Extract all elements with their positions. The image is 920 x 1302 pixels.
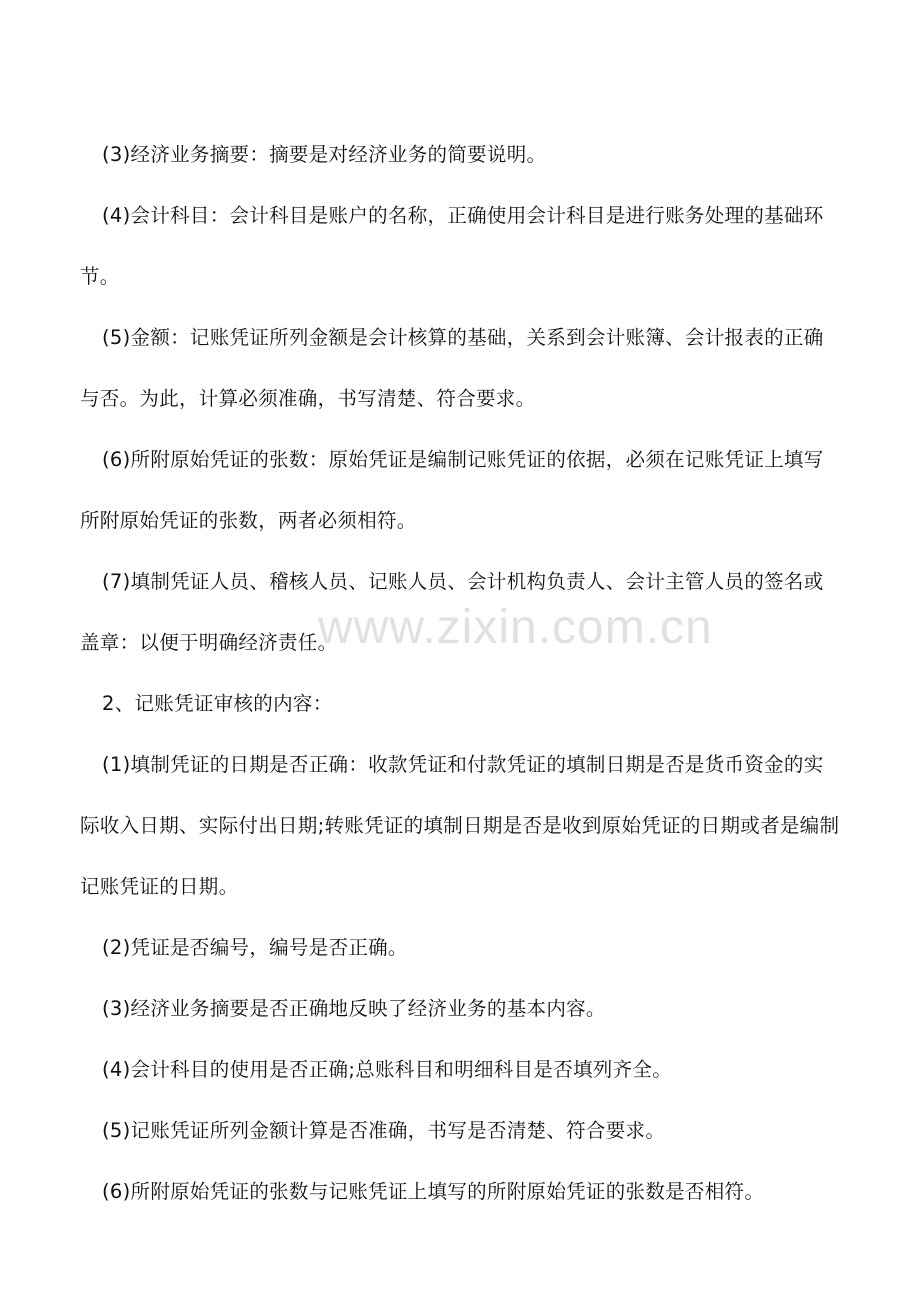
section-heading-review: 2、记账凭证审核的内容： xyxy=(102,692,333,715)
review-item-3-summary: (3)经济业务摘要是否正确地反映了经济业务的基本内容。 xyxy=(102,997,606,1020)
paragraph-3-summary: (3)经济业务摘要：摘要是对经济业务的简要说明。 xyxy=(102,143,547,166)
review-item-6-attachments: (6)所附原始凭证的张数与记账凭证上填写的所附原始凭证的张数是否相符。 xyxy=(102,1180,765,1203)
paragraph-7-signatures: (7)填制凭证人员、稽核人员、记账人员、会计机构负责人、会计主管人员的签名或盖章：以便于明确经济责任。 xyxy=(80,570,824,654)
review-item-1-date: (1)填制凭证的日期是否正确：收款凭证和付款凭证的填制日期是否是货币资金的实际收入日期、实际付出日期;转账凭证的填制日期是否是收到原始凭证的日期或者是编制记账凭证的日期。 xyxy=(80,753,840,898)
watermark-text: www.zixin.com.cn xyxy=(318,601,713,654)
review-item-4-accounts: (4)会计科目的使用是否正确;总账科目和明细科目是否填列齐全。 xyxy=(102,1058,672,1081)
review-item-2-number: (2)凭证是否编号，编号是否正确。 xyxy=(102,936,408,959)
review-item-5-amount: (5)记账凭证所列金额计算是否准确，书写是否清楚、符合要求。 xyxy=(102,1119,666,1142)
document-body xyxy=(80,124,842,1222)
paragraph-6-attached-vouchers: (6)所附原始凭证的张数：原始凭证是编制记账凭证的依据，必须在记账凭证上填写所附原始凭证的张数，两者必须相符。 xyxy=(80,448,824,532)
paragraph-4-account-title: (4)会计科目：会计科目是账户的名称，正确使用会计科目是进行账务处理的基础环节。 xyxy=(80,204,824,288)
paragraph-5-amount: (5)金额：记账凭证所列金额是会计核算的基础，关系到会计账簿、会计报表的正确与否。为此，计算必须准确，书写清楚、符合要求。 xyxy=(80,326,824,410)
